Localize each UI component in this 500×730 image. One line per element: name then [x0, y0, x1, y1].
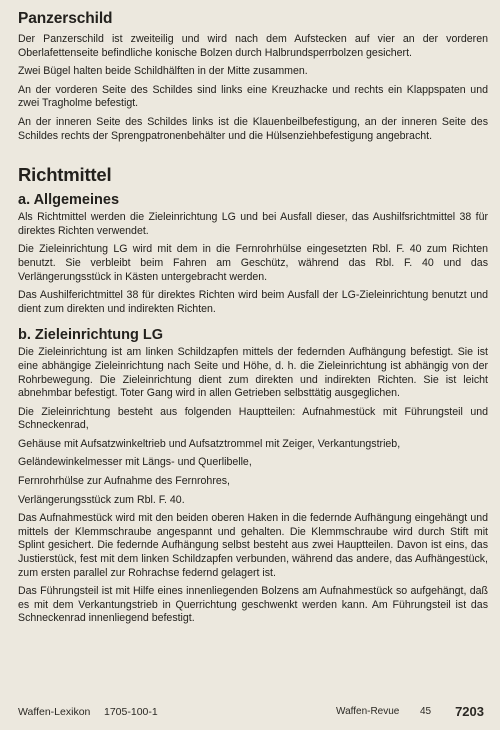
paragraph: Fernrohrhülse zur Aufnahme des Fernrohres, — [18, 475, 230, 488]
footer-page-number: 7203 — [455, 704, 484, 719]
paragraph: Gehäuse mit Aufsatzwinkeltrieb und Aufsatztrommel mit Zeiger, Verkantungstrieb, — [18, 437, 401, 450]
document-body — [18, 4, 488, 631]
footer-magazine-title: Waffen-Revue — [336, 706, 400, 717]
paragraph: Das Führungsteil ist mit Hilfe eines innenliegenden Bolzens am Aufnahmestück so aufgehängt, daß es mit dem Verkantungstrieb in Querrichtung geschwenkt werden kann. Am Führungsteil ist das Schneckenrad innenliegend befestigt. — [18, 585, 488, 625]
footer-reference-code: 1705-100-1 — [104, 706, 158, 718]
paragraph: Geländewinkelmesser mit Längs- und Querlibelle, — [18, 456, 252, 469]
subsection-heading-allgemeines: a. Allgemeines — [18, 192, 120, 209]
section-heading-richtmittel: Richtmittel — [18, 164, 112, 186]
subsection-heading-zieleinrichtung: b. Zieleinrichtung LG — [18, 327, 163, 344]
footer-issue-number: 45 — [420, 706, 432, 717]
section-heading-panzerschild: Panzerschild — [18, 10, 113, 27]
footer-publication-title: Waffen-Lexikon — [18, 706, 91, 718]
paragraph: Das Aufnahmestück wird mit den beiden oberen Haken in die federnde Aufhängung eingehängt und mittels der Klemmschraube angespannt und gehalten. Die Klemmschraube wird durch Stift mit Splint gesichert. Die federnde Aufhängung selbst besteht aus zwei Hauptteilen. Davon ist eins, das Justierstück, fest mit dem linken Schildzapfen verbunden, während das andere, das Aufhängestück, zum ersten parallel zur Rohrachse federnd gelagert ist. — [18, 512, 488, 579]
paragraph: Als Richtmittel werden die Zieleinrichtung LG und bei Ausfall dieser, das Aushilfsrichtmittel 38 für direktes Richten verwendet. — [18, 211, 488, 237]
paragraph: Die Zieleinrichtung LG wird mit dem in die Fernrohrhülse eingesetzten Rbl. F. 40 zum Richten benutzt. Sie verbleibt beim Fahren am Geschütz, während das Rbl. F. 40 und das Verlängerungsstück in Kästen untergebracht werden. — [18, 243, 488, 283]
paragraph: Das Aushilferichtmittel 38 für direktes Richten wird beim Ausfall der LG-Zieleinrichtung benutzt und dient zum direkten und indirekten Richten. — [18, 289, 488, 315]
spacer — [18, 148, 488, 164]
paragraph: Die Zieleinrichtung ist am linken Schildzapfen mittels der federnden Aufhängung befestigt. Sie ist eine abhängige Zieleinrichtung nach Seite und Höhe, d. h. die Zieleinrichtung ist abhängig von der Rohrbewegung. Die Zieleinrichtung dient zum direkten und indirekten Richten. Sie ist leicht abnehmbar befestigt. Toter Gang wird in allen Getrieben selbsttätig ausgeglichen. — [18, 346, 488, 400]
paragraph: Verlängerungsstück zum Rbl. F. 40. — [18, 493, 185, 506]
paragraph: An der vorderen Seite des Schildes sind links eine Kreuzhacke und rechts ein Klappspaten und zwei Tragholme befestigt. — [18, 83, 488, 110]
page-footer — [18, 704, 490, 720]
paragraph: An der inneren Seite des Schildes links ist die Klauenbeilbefestigung, an der inneren Seite des Schildes rechts der Sprengpatronenbehälter und die Hülsenziehbefestigung angebracht. — [18, 115, 488, 142]
paragraph: Die Zieleinrichtung besteht aus folgenden Hauptteilen: Aufnahmestück mit Führungsteil und Schneckenrad, — [18, 405, 488, 432]
paragraph: Zwei Bügel halten beide Schildhälften in der Mitte zusammen. — [18, 65, 308, 78]
paragraph: Der Panzerschild ist zweiteilig und wird nach dem Aufstecken auf vier an der vorderen Oberlafettenseite befindliche konische Bolzen durch Halbrundsperrbolzen gesichert. — [18, 33, 488, 59]
